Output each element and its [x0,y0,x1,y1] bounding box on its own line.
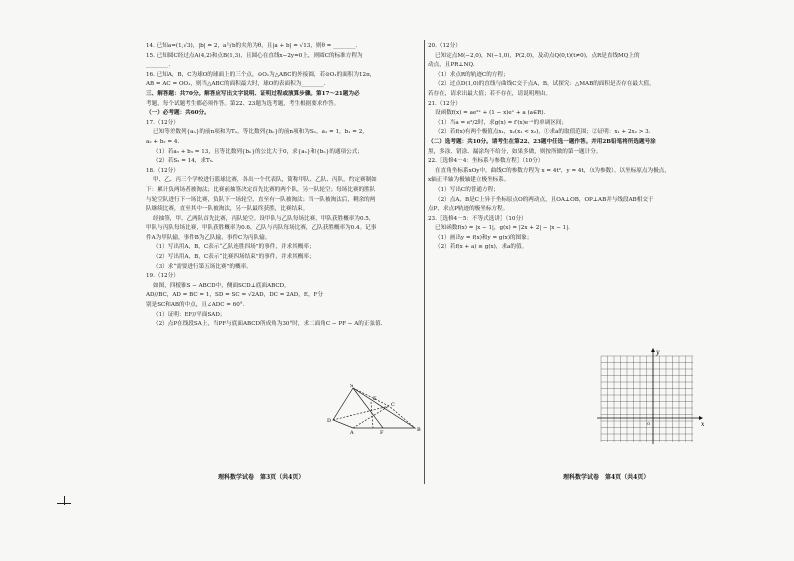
grid-y-label: y [656,349,660,356]
text-line: （1）画出y = f(x)和y = g(x)的图象； [435,234,533,241]
text-line: 队继续比赛，直至其中一队被淘汰，另一队最终获胜，比赛结束。 [146,206,309,213]
text-line: 17.（12分） [146,119,179,126]
pyramid-figure [323,384,423,434]
text-line: 甲、乙、丙三个学校进行篮球比赛，各出一个代表队，简称甲队、乙队、丙队。约定赛制如 [153,177,377,184]
coordinate-grid [595,348,707,446]
figure-label-s: S [350,384,354,389]
figure-label-a: A [350,430,354,434]
text-line: AD//BC，AD = BC = 1，SD = SC = √2AD，DC = 2AD，E，F分 [146,292,324,299]
text-line: （2）写出用A，B，C表示“比赛四场结束”的事件，并求其概率； [153,254,315,261]
text-line: 已知定点M(−2,0)，N(−1,0)，P(2,0)，及动点Q(0,t)(t≠0)，点R是直线MQ上的 [435,52,640,59]
column-divider [424,40,425,484]
text-line: 三、解答题：共70分。解答应写出文字说明、证明过程或演算步骤。第17～21题为必 [146,90,360,97]
footer-right: 理科数学试卷 第4页（共4页） [563,474,650,481]
footer-left: 理科数学试卷 第3页（共4页） [218,474,305,481]
text-line: 20.（12分） [428,43,461,49]
text-line: 别是SC和AB的中点，且∠ADC = 60°. [146,302,245,309]
left-column [146,42,422,330]
text-line: 已知函数f(x) = |x − 1|，g(x) = |2x + 2| − |x − 1|. [435,225,570,232]
text-line: 19.（12分） [146,273,179,280]
text-line: 动点，且PR⊥NQ. [428,62,475,69]
text-line: 21.（12分） [428,100,461,107]
figure-label-d: D [327,418,332,424]
text-line: （1）写出用A，B，C表示“乙队连胜四场”的事件，并求其概率； [153,244,315,251]
text-line: 22.［选修4－4：坐标系与参数方程］（10分） [428,158,544,165]
text-line: 点P，求点P轨迹的极坐标方程。 [428,206,509,213]
text-line: （1）写出C的普通方程； [435,186,499,193]
text-line: （2）若f(x)有两个极值点x₁，x₂(x₁ < x₂)，①求a的取值范围；②证明：x₁ + 2x₂ > 3. [435,129,651,136]
text-line: （二）选考题：共10分。请考生在第22、23题中任选一题作答。并用2B铅笔将所选题号涂 [428,138,656,145]
text-line: 14. 已知a=(1,√3)，|b| = 2，a与b的夹角为θ，且|a + b| = √13，则θ = ________. [146,43,358,49]
text-line: 与轮空队进行下一场比赛，负队下一场轮空，直至有一队被淘汰；当一队被淘汰后，剩余的两 [146,196,376,203]
text-line: 设函数f(x) = ae²ˣ + (1 − x)eˣ + a (a∈R). [435,110,546,117]
text-line: （1）当a = e²/2时，求g(x) = f′(x)e⁻ˣ的单调区间； [435,119,568,126]
text-line: 18.（12分） [146,167,179,174]
text-line: 下：累计负两场者被淘汰；比赛前抽签决定首先比赛的两个队，另一队轮空；每场比赛的胜队 [146,186,376,193]
text-line: （2）若S₃ = 14，求T₅. [153,158,214,165]
text-line: 若存在，请求出最大值；若不存在，请说明理由。 [428,90,552,97]
text-line: 23.［选修4－5：不等式选讲］（10分） [428,215,527,222]
figure-label-c: C [391,402,395,408]
corner-mark [64,496,65,505]
text-line: 经抽签，甲、乙两队首先比赛，丙队轮空。设甲队与乙队每场比赛，甲队获胜概率为0.5， [153,215,375,222]
text-line: 16. 已知A，B，C为球O的球面上的三个点，⊙O₁为△ABC的外接圆，若⊙O₁的面积为12π， [146,71,376,78]
text-line: 黑，多涂、错涂、漏涂均不给分，如果多做，则按所做的第一题计分。 [428,148,602,155]
text-line: ________. [146,62,171,69]
text-line: 15. 已知圆C经过点A(4,2)和点B(1,3)，且圆心在直线x−2y=0上，则圆C的标准方程为 [146,52,363,59]
text-line: （1）证明：EF//平面SAD； [153,311,226,318]
text-line: 如图，四棱锥S − ABCD中，侧面SCD⊥底面ABCD， [153,282,290,289]
text-line: x轴正半轴为极轴建立极坐标系。 [428,177,510,184]
text-line: （2）点P在线段SA上，当PF与底面ABCD所成角为30°时，求二面角C − PF − A的正弦值. [153,321,383,328]
grid-x-label: x [701,421,705,428]
figure-label-b: B [417,427,421,433]
text-line: （1）求点R的轨迹C的方程； [435,71,509,78]
text-line: AB = AC = OO₁，则当△ABC的面积最大时，球O的表面积为________. [146,81,326,88]
text-line: 在直角坐标系xOy中，曲线C的参数方程为 x = 4t²，y = 4t，（t为参数）。以坐标原点为极点， [435,167,670,174]
text-line: （1）若a₃ + b₃ = 13，且等比数列{bₙ}的公比大于0，求{aₙ}和{bₙ}的通项公式； [153,148,363,155]
text-line: （2）过点D(1,0)的直线与曲线C交于点A，B，试探究：△MAB的面积是否存在最大值， [435,81,655,88]
text-line: （一）必考题：共60分。 [146,110,210,117]
text-line: a₂ + b₂ = 4. [146,138,180,145]
figure-label-e: E [373,396,377,402]
text-line: 已知等差数列{aₙ}的前n项和为Tₙ，等比数列{bₙ}的前n项和为Sₙ，a₁ = 1，b₁ = 2， [153,129,368,136]
text-line: 考题，每个试题考生都必须作答。第22、23题为选考题，考生根据要求作答。 [146,100,340,107]
text-line: （3）求“需要进行第五场比赛”的概率。 [153,263,252,270]
text-line: 甲队与丙队每场比赛，甲队获胜概率为0.6，乙队与丙队每场比赛，乙队获胜概率为0.4。记事 [146,225,377,232]
text-line: （2）若f(x + a) ≥ g(x)，求a的值。 [435,244,528,251]
grid-origin-label: O [647,421,651,426]
right-column [428,42,702,253]
text-line: 件A为甲队输，事件B为乙队输，事件C为丙队输。 [146,234,271,241]
text-line: （2）点A，B是C上异于坐标原点O的两动点，且OA⊥OB，OP⊥AB并与线段AB相交于 [435,196,654,203]
figure-label-f: F [380,430,384,434]
